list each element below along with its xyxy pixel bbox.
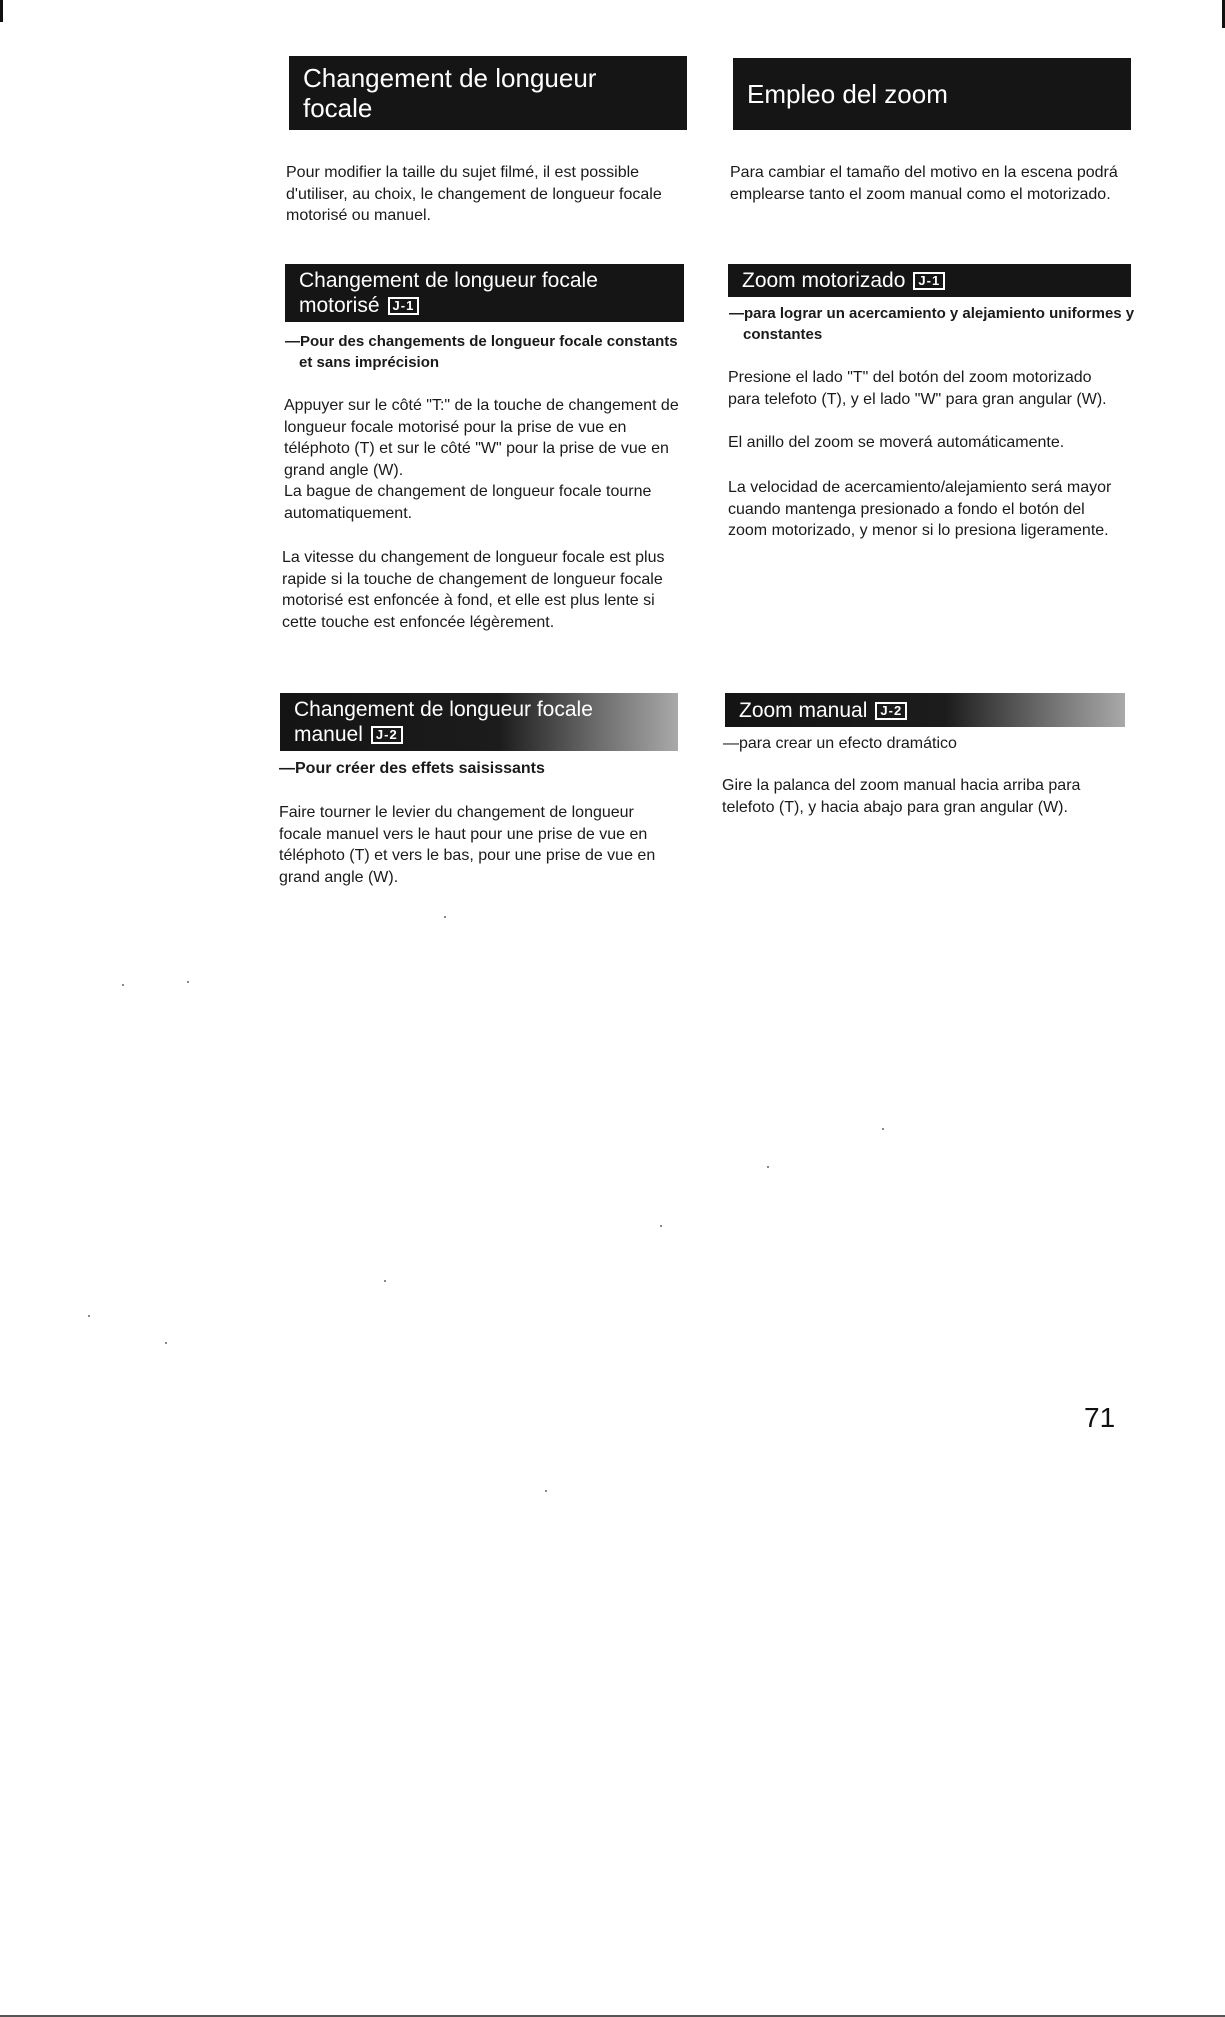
- spanish-title: Empleo del zoom: [747, 79, 948, 109]
- scan-speck: [88, 1315, 90, 1317]
- scan-speck: [882, 1128, 884, 1130]
- spanish-manual-heading-banner: [725, 693, 1125, 727]
- j2-badge-icon: J-2: [371, 726, 403, 744]
- spanish-manual-heading: Zoom manual: [739, 698, 868, 722]
- french-manual-para1: Faire tourner le levier du changement de longueur focale manuel vers le haut pour une prise de vue en téléphoto (T) et vers le bas, pour une prise de vue en grand angle (W).: [279, 804, 656, 886]
- spanish-motor-para2: El anillo del zoom se moverá automáticamente.: [728, 434, 1065, 451]
- spanish-title-banner: [733, 58, 1131, 130]
- j1-badge-icon: J-1: [388, 297, 420, 315]
- spanish-motor-para1: Presione el lado "T" del botón del zoom motorizado para telefoto (T), y el lado "W" para gran angular (W).: [728, 369, 1107, 408]
- spanish-motor-heading-banner: [728, 264, 1131, 297]
- french-manual-subtitle: —Pour créer des effets saisissants: [279, 760, 545, 777]
- french-title: Changement de longueur focale: [303, 63, 597, 123]
- page-edge-mark: [0, 0, 3, 22]
- french-manual-heading: Changement de longueur focale manuel: [294, 698, 593, 746]
- french-motor-subtitle: —Pour des changements de longueur focale constants et sans imprécision: [285, 333, 678, 371]
- j1-badge-icon: J-1: [913, 272, 945, 290]
- scan-speck: [444, 916, 446, 918]
- french-motor-heading-banner: [285, 264, 684, 322]
- french-title-banner: [289, 56, 687, 130]
- scan-speck: [660, 1225, 662, 1227]
- scan-speck: [384, 1280, 386, 1282]
- spanish-manual-para1: Gire la palanca del zoom manual hacia arriba para telefoto (T), y hacia abajo para gran angular (W).: [722, 777, 1081, 816]
- scan-speck: [165, 1342, 167, 1344]
- spanish-motor-heading: Zoom motorizado: [742, 269, 906, 292]
- spanish-motor-subtitle: —para lograr un acercamiento y alejamiento uniformes y constantes: [729, 305, 1135, 343]
- french-motor-para2: La bague de changement de longueur focale tourne automatiquement.: [284, 483, 652, 522]
- french-intro: Pour modifier la taille du sujet filmé, il est possible d'utiliser, au choix, le changement de longueur focale motorisé ou manuel.: [286, 164, 662, 224]
- french-motor-para1: Appuyer sur le côté "T:" de la touche de changement de longueur focale motorisé pour la prise de vue en téléphoto (T) et sur le côté "W" pour la prise de vue en grand angle (W).: [284, 397, 679, 479]
- scan-speck: [767, 1166, 769, 1168]
- spanish-intro: Para cambiar el tamaño del motivo en la escena podrá emplearse tanto el zoom manual como el motorizado.: [730, 164, 1118, 203]
- page-number: 71: [1084, 1402, 1116, 1433]
- spanish-motor-para3: La velocidad de acercamiento/alejamiento será mayor cuando mantenga presionado a fondo el botón del zoom motorizado, y menor si lo presiona ligeramente.: [728, 479, 1112, 539]
- french-motor-para3: La vitesse du changement de longueur focale est plus rapide si la touche de changement de longueur focale motorisé est enfoncée à fond, et elle est plus lente si cette touche est enfoncée légèrement.: [282, 549, 665, 631]
- scan-speck: [545, 1490, 547, 1492]
- scan-speck: [122, 984, 124, 986]
- french-motor-heading: Changement de longueur focale motorisé: [299, 269, 598, 317]
- scan-speck: [187, 981, 189, 983]
- french-manual-heading-banner: [280, 693, 678, 751]
- spanish-manual-subtitle: —para crear un efecto dramático: [723, 735, 957, 752]
- j2-badge-icon: J-2: [875, 702, 907, 720]
